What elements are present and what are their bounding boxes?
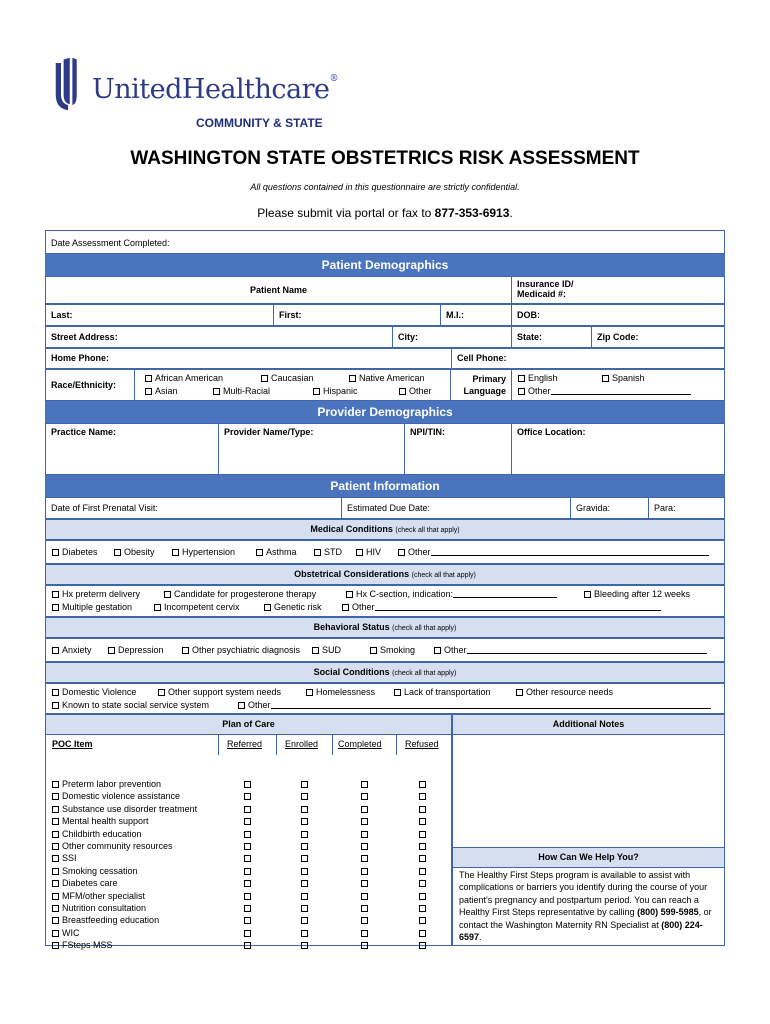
checkbox-icon: [256, 549, 263, 556]
hfs-phone: (800) 599-5985: [637, 907, 699, 918]
home-phone-field[interactable]: Home Phone:: [46, 349, 452, 368]
obstetrical-considerations-header: Obstetrical Considerations (check all that apply): [45, 564, 725, 585]
checkbox-icon: [361, 942, 368, 949]
language-option-english[interactable]: English: [518, 373, 558, 383]
poc-checkbox[interactable]: [361, 841, 371, 853]
poc-item[interactable]: Domestic violence assistance: [52, 791, 197, 803]
ob-option-progesterone[interactable]: Candidate for progesterone therapy: [164, 589, 316, 599]
poc-checkbox[interactable]: [301, 779, 311, 791]
refused-column-header: Refused: [405, 739, 439, 749]
checkbox-icon: [313, 388, 320, 395]
checkbox-icon: [394, 689, 401, 696]
brand-subtitle: COMMUNITY & STATE: [196, 116, 323, 130]
poc-item[interactable]: Nutrition consultation: [52, 903, 197, 915]
checkbox-icon: [52, 831, 59, 838]
patient-name-row: [45, 276, 725, 304]
poc-checkbox[interactable]: [361, 791, 371, 803]
checkbox-icon: [361, 818, 368, 825]
medical-option-std[interactable]: STD: [314, 547, 342, 557]
poc-item[interactable]: Preterm labor prevention: [52, 779, 197, 791]
patient-name-label: Patient Name: [46, 277, 512, 303]
checkbox-icon: [419, 880, 426, 887]
poc-checkbox[interactable]: [244, 791, 254, 803]
checkbox-icon: [602, 375, 609, 382]
poc-checkbox[interactable]: [419, 866, 429, 878]
poc-item[interactable]: Mental health support: [52, 816, 197, 828]
checkbox-icon: [361, 855, 368, 862]
ob-option-bleeding[interactable]: Bleeding after 12 weeks: [584, 589, 690, 599]
checkbox-icon: [244, 806, 251, 813]
checkbox-icon: [244, 843, 251, 850]
poc-checkbox[interactable]: [301, 915, 311, 927]
social-option-homelessness[interactable]: Homelessness: [306, 687, 375, 697]
poc-checkbox[interactable]: [244, 928, 254, 940]
social-conditions-header: Social Conditions (check all that apply): [45, 662, 725, 683]
poc-checkbox[interactable]: [419, 841, 429, 853]
checkbox-icon: [301, 818, 308, 825]
checkbox-icon: [52, 868, 59, 875]
poc-checkbox[interactable]: [301, 816, 311, 828]
estimated-due-date-field[interactable]: Estimated Due Date:: [342, 498, 571, 518]
checkbox-icon: [398, 549, 405, 556]
checkbox-icon: [52, 591, 59, 598]
checkbox-icon: [419, 781, 426, 788]
checkbox-icon: [52, 781, 59, 788]
poc-checkbox[interactable]: [419, 779, 429, 791]
poc-checkbox[interactable]: [361, 915, 371, 927]
poc-checkbox[interactable]: [244, 915, 254, 927]
race-option-hispanic[interactable]: Hispanic: [313, 386, 358, 396]
checkbox-icon: [419, 855, 426, 862]
checkbox-icon: [361, 880, 368, 887]
checkbox-icon: [301, 868, 308, 875]
race-language-row: [45, 369, 725, 401]
checkbox-icon: [370, 647, 377, 654]
enrolled-checkboxes: [301, 779, 311, 952]
poc-checkbox[interactable]: [244, 940, 254, 952]
checkbox-icon: [361, 831, 368, 838]
medical-option-other[interactable]: Other: [398, 547, 709, 557]
checkbox-icon: [516, 689, 523, 696]
race-option-other[interactable]: Other: [399, 386, 432, 396]
rn-specialist-phone: (800) 224-6597: [459, 919, 703, 943]
poc-checkbox[interactable]: [419, 903, 429, 915]
checkbox-icon: [361, 917, 368, 924]
additional-notes-header: Additional Notes: [452, 714, 725, 735]
checkbox-icon: [213, 388, 220, 395]
npi-tin-field[interactable]: NPI/TIN:: [405, 424, 512, 474]
practice-name-field[interactable]: Practice Name:: [46, 424, 219, 474]
poc-item[interactable]: SSI: [52, 853, 197, 865]
checkbox-icon: [52, 917, 59, 924]
brand-name: UnitedHealthcare®: [92, 74, 338, 105]
provider-row: [45, 423, 725, 475]
checkbox-icon: [419, 793, 426, 800]
checkbox-icon: [361, 868, 368, 875]
poc-checkbox[interactable]: [244, 903, 254, 915]
poc-checkbox[interactable]: [301, 829, 311, 841]
checkbox-icon: [52, 855, 59, 862]
checkbox-icon: [154, 604, 161, 611]
ob-option-other[interactable]: Other: [342, 602, 661, 612]
checkbox-icon: [518, 375, 525, 382]
checkbox-icon: [52, 905, 59, 912]
checkbox-icon: [301, 930, 308, 937]
poc-item[interactable]: MFM/other specialist: [52, 891, 197, 903]
help-header: How Can We Help You?: [453, 847, 724, 868]
poc-item[interactable]: WIC: [52, 928, 197, 940]
behavioral-option-psychiatric[interactable]: Other psychiatric diagnosis: [182, 645, 300, 655]
poc-item[interactable]: Substance use disorder treatment: [52, 804, 197, 816]
date-completed-field[interactable]: Date Assessment Completed:: [51, 238, 170, 248]
provider-demographics-header: Provider Demographics: [45, 401, 725, 423]
checkbox-icon: [244, 942, 251, 949]
unitedhealthcare-logo-mark: [48, 56, 88, 126]
city-field[interactable]: City:: [393, 327, 512, 347]
patient-information-header: Patient Information: [45, 475, 725, 497]
checkbox-icon: [244, 781, 251, 788]
poc-checkbox[interactable]: [419, 816, 429, 828]
checkbox-icon: [361, 905, 368, 912]
checkbox-icon: [361, 893, 368, 900]
date-completed-row: [45, 230, 725, 254]
medical-option-diabetes[interactable]: Diabetes: [52, 547, 98, 557]
checkbox-icon: [361, 930, 368, 937]
poc-checkbox[interactable]: [361, 779, 371, 791]
poc-checkbox[interactable]: [419, 804, 429, 816]
checkbox-icon: [182, 647, 189, 654]
poc-checkbox[interactable]: [301, 853, 311, 865]
ob-option-genetic-risk[interactable]: Genetic risk: [264, 602, 322, 612]
checkbox-icon: [244, 818, 251, 825]
checkbox-icon: [52, 702, 59, 709]
checkbox-icon: [342, 604, 349, 611]
phone-row: [45, 348, 725, 369]
state-field[interactable]: State:: [512, 327, 592, 347]
checkbox-icon: [584, 591, 591, 598]
social-option-known-state[interactable]: Known to state social service system: [52, 700, 209, 710]
poc-checkbox[interactable]: [419, 791, 429, 803]
checkbox-icon: [244, 917, 251, 924]
checkbox-icon: [158, 689, 165, 696]
checkbox-icon: [419, 818, 426, 825]
checkbox-icon: [346, 591, 353, 598]
checkbox-icon: [172, 549, 179, 556]
checkbox-icon: [145, 375, 152, 382]
social-option-domestic-violence[interactable]: Domestic Violence: [52, 687, 136, 697]
checkbox-icon: [419, 917, 426, 924]
checkbox-icon: [419, 930, 426, 937]
social-option-other[interactable]: Other: [238, 700, 711, 710]
office-location-field[interactable]: Office Location:: [517, 427, 586, 437]
checkbox-icon: [419, 806, 426, 813]
medical-option-obesity[interactable]: Obesity: [114, 547, 155, 557]
checkbox-icon: [301, 917, 308, 924]
referred-checkboxes: [244, 779, 254, 952]
checkbox-icon: [301, 793, 308, 800]
first-name-field[interactable]: First:: [274, 305, 441, 325]
poc-checkbox[interactable]: [301, 928, 311, 940]
poc-checkbox[interactable]: [301, 804, 311, 816]
middle-initial-field[interactable]: M.I.:: [441, 305, 512, 325]
checkbox-icon: [434, 647, 441, 654]
poc-checkbox[interactable]: [301, 866, 311, 878]
checkbox-icon: [361, 793, 368, 800]
checkbox-icon: [164, 591, 171, 598]
checkbox-icon: [52, 843, 59, 850]
checkbox-icon: [306, 689, 313, 696]
enrolled-column-header: Enrolled: [285, 739, 319, 749]
additional-notes-area[interactable]: [452, 735, 725, 946]
race-option-african-american[interactable]: African American: [145, 373, 223, 383]
dob-field[interactable]: DOB:: [517, 310, 540, 320]
submit-instructions: Please submit via portal or fax to 877-353-6913.: [257, 206, 513, 220]
checkbox-icon: [301, 855, 308, 862]
first-prenatal-visit-field[interactable]: Date of First Prenatal Visit:: [46, 498, 342, 518]
checkbox-icon: [52, 818, 59, 825]
patient-info-row: [45, 497, 725, 519]
medical-option-asthma[interactable]: Asthma: [256, 547, 297, 557]
poc-checkbox[interactable]: [419, 829, 429, 841]
poc-checkbox[interactable]: [361, 866, 371, 878]
checkbox-icon: [244, 831, 251, 838]
checkbox-icon: [301, 905, 308, 912]
checkbox-icon: [244, 880, 251, 887]
checkbox-icon: [419, 905, 426, 912]
language-option-spanish[interactable]: Spanish: [602, 373, 645, 383]
social-option-resource-needs[interactable]: Other resource needs: [516, 687, 613, 697]
checkbox-icon: [244, 868, 251, 875]
checkbox-icon: [361, 806, 368, 813]
checkbox-icon: [238, 702, 245, 709]
poc-item[interactable]: Other community resources: [52, 841, 197, 853]
last-name-field[interactable]: Last:: [46, 305, 274, 325]
checkbox-icon: [52, 647, 59, 654]
medical-conditions-row: [45, 540, 725, 564]
checkbox-icon: [301, 893, 308, 900]
checkbox-icon: [301, 831, 308, 838]
poc-checkbox[interactable]: [244, 816, 254, 828]
checkbox-icon: [108, 647, 115, 654]
checkbox-icon: [52, 689, 59, 696]
primary-language-label: Primary Language: [451, 370, 512, 400]
help-text: The Healthy First Steps program is available to assist with complications or barriers you identify during the course of your patient's pregnancy and postpartum period. You can reach a Healthy First Steps representative by calling (800) 599-5985, or contact the Washington Maternity RN Specialist at (800) 224-6597.: [459, 870, 712, 943]
poc-item[interactable]: Childbirth education: [52, 829, 197, 841]
ob-option-multiple-gestation[interactable]: Multiple gestation: [52, 602, 132, 612]
ob-option-hx-preterm[interactable]: Hx preterm delivery: [52, 589, 140, 599]
checkbox-icon: [52, 604, 59, 611]
checkbox-icon: [52, 942, 59, 949]
poc-checkbox[interactable]: [244, 891, 254, 903]
checkbox-icon: [419, 843, 426, 850]
cell-phone-field[interactable]: Cell Phone:: [457, 353, 507, 363]
poc-checkbox[interactable]: [361, 903, 371, 915]
poc-item[interactable]: Breastfeeding education: [52, 915, 197, 927]
checkbox-icon: [244, 893, 251, 900]
poc-item-column-header: POC Item: [52, 739, 93, 749]
race-option-native-american[interactable]: Native American: [349, 373, 425, 383]
poc-checkbox[interactable]: [244, 878, 254, 890]
poc-checkbox[interactable]: [361, 804, 371, 816]
checkbox-icon: [361, 781, 368, 788]
poc-checkbox[interactable]: [301, 841, 311, 853]
race-option-caucasian[interactable]: Caucasian: [261, 373, 314, 383]
social-option-transportation[interactable]: Lack of transportation: [394, 687, 491, 697]
checkbox-icon: [518, 388, 525, 395]
provider-name-field[interactable]: Provider Name/Type:: [219, 424, 405, 474]
insurance-id-field[interactable]: Insurance ID/ Medicaid #:: [517, 279, 574, 299]
plan-of-care-header: Plan of Care: [45, 714, 452, 735]
ob-option-hx-csection[interactable]: Hx C-section, indication:: [346, 589, 557, 599]
language-option-other[interactable]: Other: [518, 386, 691, 396]
form-title: WASHINGTON STATE OBSTETRICS RISK ASSESSMENT: [130, 148, 640, 169]
referred-column-header: Referred: [227, 739, 263, 749]
poc-checkbox[interactable]: [301, 878, 311, 890]
checkbox-icon: [419, 868, 426, 875]
checkbox-icon: [145, 388, 152, 395]
checkbox-icon: [419, 893, 426, 900]
poc-checkbox[interactable]: [244, 841, 254, 853]
poc-checkbox[interactable]: [419, 891, 429, 903]
zip-code-field[interactable]: Zip Code:: [597, 332, 639, 342]
completed-checkboxes: [361, 779, 371, 952]
poc-checkbox[interactable]: [419, 853, 429, 865]
confidential-note: All questions contained in this questionnaire are strictly confidential.: [250, 182, 520, 192]
social-option-support-needs[interactable]: Other support system needs: [158, 687, 281, 697]
checkbox-icon: [399, 388, 406, 395]
poc-checkbox[interactable]: [361, 878, 371, 890]
behavioral-option-sud[interactable]: SUD: [312, 645, 341, 655]
poc-checkbox[interactable]: [419, 878, 429, 890]
poc-checkbox[interactable]: [361, 853, 371, 865]
checkbox-icon: [52, 793, 59, 800]
checkbox-icon: [356, 549, 363, 556]
poc-items-list: [52, 779, 197, 952]
checkbox-icon: [349, 375, 356, 382]
checkbox-icon: [314, 549, 321, 556]
social-row: [45, 683, 725, 714]
checkbox-icon: [52, 806, 59, 813]
race-option-asian[interactable]: Asian: [145, 386, 178, 396]
checkbox-icon: [52, 549, 59, 556]
checkbox-icon: [244, 855, 251, 862]
poc-checkbox[interactable]: [301, 940, 311, 952]
checkbox-icon: [301, 806, 308, 813]
poc-checkbox[interactable]: [361, 891, 371, 903]
poc-item[interactable]: Diabetes care: [52, 878, 197, 890]
medical-conditions-header: Medical Conditions (check all that apply): [45, 519, 725, 540]
poc-checkbox[interactable]: [244, 779, 254, 791]
plan-of-care-table: [45, 735, 452, 951]
poc-checkbox[interactable]: [419, 928, 429, 940]
ob-option-incompetent-cervix[interactable]: Incompetent cervix: [154, 602, 240, 612]
checkbox-icon: [52, 893, 59, 900]
behavioral-option-other[interactable]: Other: [434, 645, 707, 655]
race-option-multi-racial[interactable]: Multi-Racial: [213, 386, 270, 396]
race-ethnicity-label: Race/Ethnicity:: [46, 370, 135, 400]
poc-checkbox[interactable]: [419, 915, 429, 927]
poc-checkbox[interactable]: [361, 816, 371, 828]
checkbox-icon: [301, 880, 308, 887]
poc-checkbox[interactable]: [244, 829, 254, 841]
poc-item[interactable]: FSteps MSS: [52, 940, 197, 952]
behavioral-status-header: Behavioral Status (check all that apply): [45, 617, 725, 638]
poc-checkbox[interactable]: [361, 940, 371, 952]
checkbox-icon: [301, 942, 308, 949]
checkbox-icon: [244, 905, 251, 912]
poc-checkbox[interactable]: [244, 804, 254, 816]
obstetrical-row: [45, 585, 725, 617]
poc-checkbox[interactable]: [301, 903, 311, 915]
gravida-field[interactable]: Gravida:: [571, 498, 649, 518]
street-address-field[interactable]: Street Address:: [46, 327, 393, 347]
checkbox-icon: [419, 942, 426, 949]
behavioral-row: [45, 638, 725, 662]
refused-checkboxes: [419, 779, 429, 952]
checkbox-icon: [52, 880, 59, 887]
checkbox-icon: [244, 930, 251, 937]
checkbox-icon: [261, 375, 268, 382]
address-row: [45, 326, 725, 348]
checkbox-icon: [361, 843, 368, 850]
patient-demographics-header: Patient Demographics: [45, 254, 725, 276]
poc-checkbox[interactable]: [244, 853, 254, 865]
checkbox-icon: [52, 930, 59, 937]
name-fields-row: [45, 304, 725, 326]
medical-option-hiv[interactable]: HIV: [356, 547, 381, 557]
checkbox-icon: [301, 781, 308, 788]
checkbox-icon: [301, 843, 308, 850]
poc-item[interactable]: Smoking cessation: [52, 866, 197, 878]
checkbox-icon: [264, 604, 271, 611]
behavioral-option-smoking[interactable]: Smoking: [370, 645, 415, 655]
poc-checkbox[interactable]: [301, 791, 311, 803]
checkbox-icon: [312, 647, 319, 654]
medical-option-hypertension[interactable]: Hypertension: [172, 547, 235, 557]
checkbox-icon: [114, 549, 121, 556]
race-options: [135, 370, 451, 400]
completed-column-header: Completed: [338, 739, 382, 749]
para-field[interactable]: Para:: [654, 503, 676, 513]
poc-checkbox[interactable]: [419, 940, 429, 952]
poc-checkbox[interactable]: [361, 829, 371, 841]
poc-checkbox[interactable]: [244, 866, 254, 878]
fax-number: 877-353-6913: [434, 206, 510, 220]
checkbox-icon: [419, 831, 426, 838]
poc-checkbox[interactable]: [361, 928, 371, 940]
poc-checkbox[interactable]: [301, 891, 311, 903]
language-options: [512, 370, 726, 400]
checkbox-icon: [244, 793, 251, 800]
behavioral-option-depression[interactable]: Depression: [108, 645, 164, 655]
behavioral-option-anxiety[interactable]: Anxiety: [52, 645, 92, 655]
